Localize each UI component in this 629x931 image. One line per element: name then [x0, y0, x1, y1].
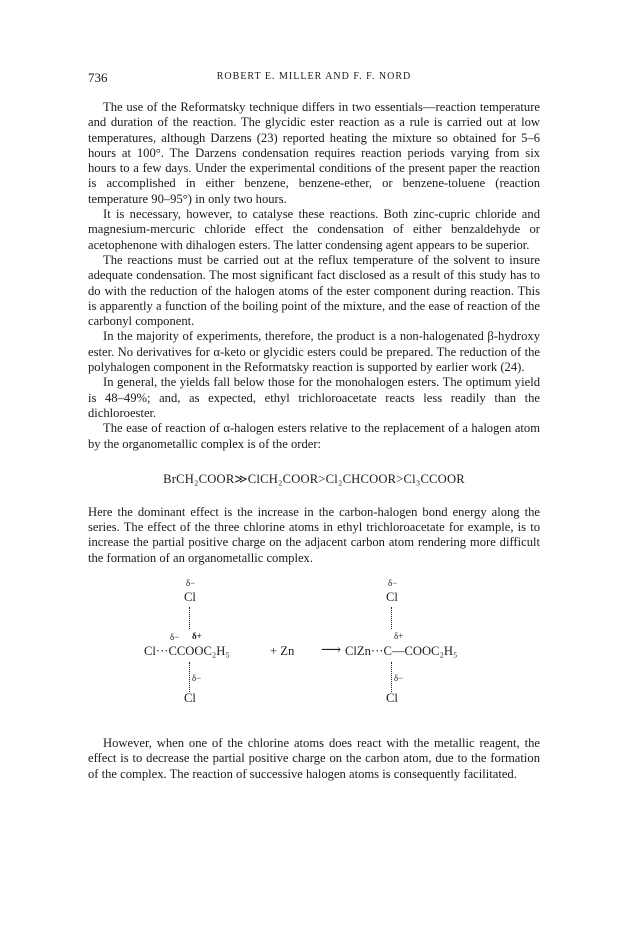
- right-top-chlorine: Cl: [386, 590, 398, 605]
- running-head: ROBERT E. MILLER AND F. F. NORD: [216, 71, 412, 82]
- reaction-equation: [88, 574, 540, 724]
- left-carbon-delta-plus: δ+: [192, 631, 202, 642]
- left-top-delta-minus: δ−: [186, 578, 196, 589]
- reaction-arrow: ⟶: [321, 643, 342, 659]
- paragraph-ease-of-reaction: The ease of reaction of α-halogen esters relative to the replacement of a halogen atom by the organometallic complex is of the order:: [88, 421, 540, 451]
- left-middle-formula: Cl···CCOOC₂H₅: [144, 644, 230, 659]
- right-bottom-chlorine: Cl: [386, 691, 398, 706]
- right-bottom-delta-minus: δ−: [394, 673, 404, 684]
- paragraph-yields: In general, the yields fall below those for the monohalogen esters. The optimum yield is 48–49%; and, as expected, ethyl trichloroacetate reacts less readily than the dichloroester.: [88, 375, 540, 420]
- right-middle-formula: ClZn···C—COOC₂H₅: [345, 644, 458, 659]
- left-bottom-dotted-bond: [189, 662, 190, 692]
- right-top-delta-minus: δ−: [388, 578, 398, 589]
- paragraph-reformatsky-technique: The use of the Reformatsky technique differs in two essentials—reaction temperature and duration of the reaction. The glycidic ester reaction as a rule is carried out at low temperatures, although Darzens (23) reported heating the mixture so obtained for 5–6 hours at 100°. The Darzens condensation requires reaction periods varying from six hours to a few days. Under the experimental conditions of the present paper the reaction is accomplished in either benzene, benzene-ether, or benzene-toluene (reaction temperature 90–95°) in only two hours.: [88, 100, 540, 206]
- reactivity-series-formula: BrCH₂COOR≫ClCH₂COOR>Cl₂CHCOOR>Cl₃CCOOR: [163, 471, 465, 486]
- plus-zinc: + Zn: [270, 644, 295, 659]
- right-top-dotted-bond: [391, 607, 392, 629]
- left-top-chlorine: Cl: [184, 590, 196, 605]
- right-bottom-dotted-bond: [391, 662, 392, 692]
- left-bottom-chlorine: Cl: [184, 691, 196, 706]
- left-top-dotted-bond: [189, 607, 190, 629]
- page-number: 736: [88, 70, 108, 85]
- right-carbon-delta-plus: δ+: [394, 631, 404, 642]
- left-bottom-delta-minus: δ−: [192, 673, 202, 684]
- page-header: [88, 70, 540, 86]
- paper-page: [88, 70, 540, 782]
- paragraph-non-halogenated-product: In the majority of experiments, therefore, the product is a non-halogenated β-hydroxy ester. No derivatives for α-keto or glycidic esters could be prepared. The reduction of the polyhalogen component in the Reformatsky reaction is supported by earlier work (24).: [88, 329, 540, 375]
- paragraph-bond-energy: Here the dominant effect is the increase in the carbon-halogen bond energy along the series. The effect of the three chlorine atoms in ethyl trichloroacetate for example, is to increase the partial positive charge on the adjacent carbon atom rendering more difficult the formation of an organometallic complex.: [88, 504, 540, 565]
- paragraph-reflux-temperature: The reactions must be carried out at the reflux temperature of the solvent to insure adequate condensation. The most significant fact disclosed as a result of this study has to do with the reduction of the halogen atoms of the ester component during reaction. This is apparently a function of the boiling point of the mixture, and the ease of reaction of the carbonyl component.: [88, 252, 540, 329]
- left-chlorine-delta-minus: δ−: [170, 632, 180, 643]
- paragraph-complex-formation: However, when one of the chlorine atoms does react with the metallic reagent, the effect is to decrease the partial positive charge on the carbon atom, due to the formation of the complex. The reaction of successive halogen atoms is consequently facilitated.: [88, 736, 540, 781]
- paragraph-catalysis: It is necessary, however, to catalyse these reactions. Both zinc-cupric chloride and magnesium-mercuric chloride effect the condensation of either benzaldehyde or acetophenone with dihalogen esters. The latter condensing agent appears to be superior.: [88, 207, 540, 252]
